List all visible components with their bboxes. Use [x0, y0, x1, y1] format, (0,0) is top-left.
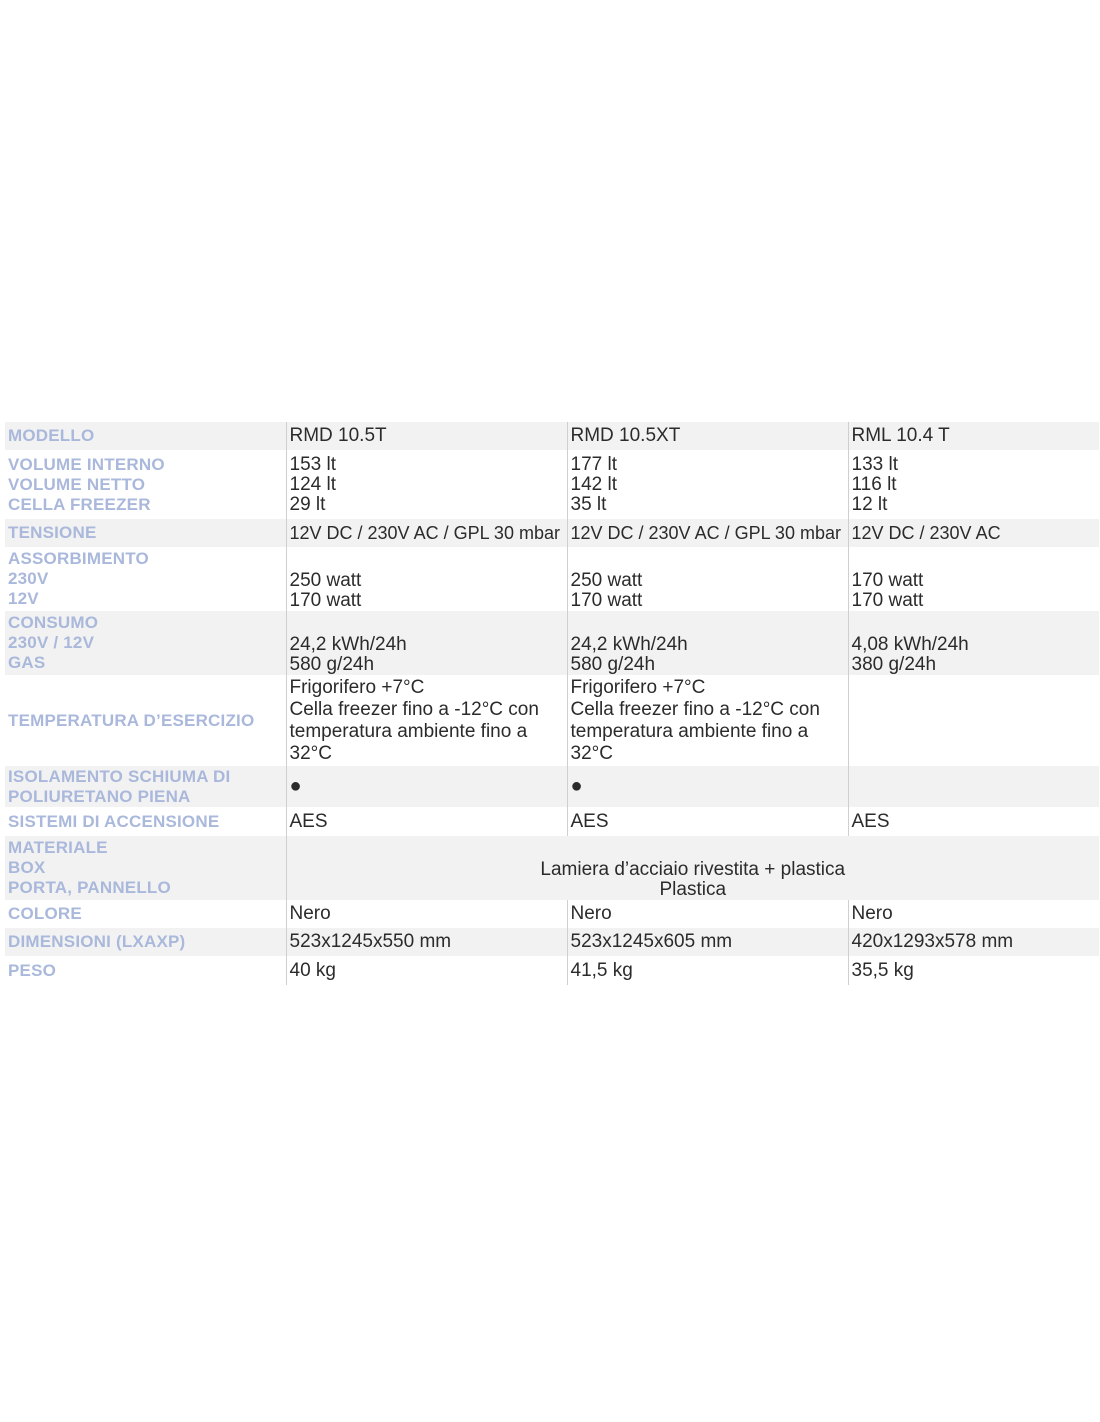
table-row-tensione [5, 519, 1099, 547]
bullet-icon: ● [567, 766, 848, 807]
table-row-materiale [5, 836, 1099, 900]
row-label: SISTEMI DI ACCENSIONE [8, 811, 220, 831]
value-cell: 420x1293x578 mm [848, 928, 1099, 956]
value-cell: 41,5 kg [567, 956, 848, 985]
specifications-table [5, 422, 1099, 985]
value-cell: 12V DC / 230V AC / GPL 30 mbar [286, 519, 567, 547]
value-cell-empty [848, 675, 1099, 766]
value-cell: 250 watt 170 watt [286, 547, 567, 611]
table-row-temperatura [5, 675, 1099, 766]
row-label: PESO [8, 960, 57, 980]
table-row-assorbimento [5, 547, 1099, 611]
model-cell: RMD 10.5T [286, 422, 567, 450]
value-cell: 40 kg [286, 956, 567, 985]
value-cell: 177 lt 142 lt 35 lt [567, 450, 848, 519]
value-cell: Nero [848, 900, 1099, 928]
value-cell: Nero [567, 900, 848, 928]
value-cell: Frigorifero +7°C Cella freezer fino a -12°C con temperatura ambiente fino a 32°C [286, 675, 567, 766]
table-row-dimensioni [5, 928, 1099, 956]
table-row-accensione [5, 807, 1099, 836]
value-cell-empty [848, 766, 1099, 807]
row-label: VOLUME INTERNO VOLUME NETTO CELLA FREEZER [8, 454, 165, 514]
table-row-isolamento [5, 766, 1099, 807]
material-merged-cell: Lamiera d’acciaio rivestita + plastica Plastica [286, 836, 1099, 900]
value-cell: 4,08 kWh/24h 380 g/24h [848, 611, 1099, 675]
table-row-peso [5, 956, 1099, 985]
row-label: ASSORBIMENTO 230V 12V [8, 549, 149, 608]
table-row-volume [5, 450, 1099, 519]
row-label: DIMENSIONI (LXAXP) [5, 928, 286, 956]
table-row-colore [5, 900, 1099, 928]
value-cell: Nero [286, 900, 567, 928]
value-cell: 523x1245x605 mm [567, 928, 848, 956]
table-row-modello [5, 422, 1099, 450]
row-label: TEMPERATURA D’ESERCIZIO [8, 710, 255, 730]
value-cell: 133 lt 116 lt 12 lt [848, 450, 1099, 519]
value-cell: 153 lt 124 lt 29 lt [286, 450, 567, 519]
row-label: TENSIONE [5, 519, 286, 547]
value-cell: 12V DC / 230V AC / GPL 30 mbar [567, 519, 848, 547]
model-cell: RML 10.4 T [848, 422, 1099, 450]
value-cell: 170 watt 170 watt [848, 547, 1099, 611]
value-cell: AES [567, 807, 848, 836]
row-label: MODELLO [5, 422, 286, 450]
value-cell: 35,5 kg [848, 956, 1099, 985]
value-cell: Frigorifero +7°C Cella freezer fino a -12°C con temperatura ambiente fino a 32°C [567, 675, 848, 766]
row-label: ISOLAMENTO SCHIUMA DI POLIURETANO PIENA [5, 766, 286, 807]
row-label: COLORE [8, 904, 82, 923]
value-cell: AES [286, 807, 567, 836]
value-cell: 523x1245x550 mm [286, 928, 567, 956]
table-row-consumo [5, 611, 1099, 675]
value-cell: 24,2 kWh/24h 580 g/24h [286, 611, 567, 675]
value-cell: 24,2 kWh/24h 580 g/24h [567, 611, 848, 675]
value-cell: 250 watt 170 watt [567, 547, 848, 611]
row-label: CONSUMO 230V / 12V GAS [5, 611, 286, 675]
row-label: MATERIALE BOX PORTA, PANNELLO [5, 836, 286, 900]
model-cell: RMD 10.5XT [567, 422, 848, 450]
bullet-icon: ● [286, 766, 567, 807]
value-cell: AES [848, 807, 1099, 836]
value-cell: 12V DC / 230V AC [848, 519, 1099, 547]
